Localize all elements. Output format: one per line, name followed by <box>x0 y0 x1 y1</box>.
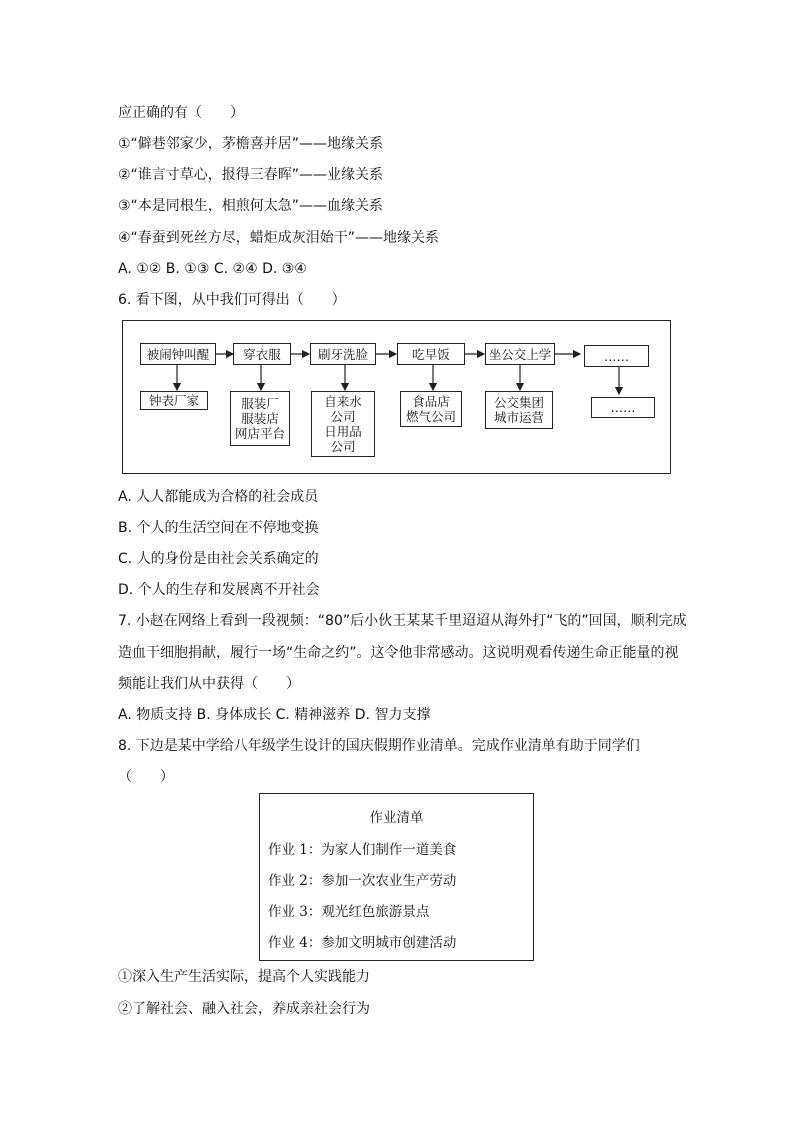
clothing-line-1: 服装厂 <box>241 396 279 411</box>
utilities-line-1: 自来水 <box>324 394 362 409</box>
node-utilities <box>311 391 375 457</box>
utilities-line-4: 公司 <box>330 439 356 454</box>
q8-option-1: ①深入生产生活实际，提高个人实践能力 <box>118 969 370 985</box>
node-clock-factory: 钟表厂家 <box>140 391 208 410</box>
node-dress: 穿衣服 <box>233 343 291 365</box>
node-wash: 刷牙洗脸 <box>310 343 376 365</box>
q6-option-b: B. 个人的生活空间在不停地变换 <box>118 520 319 536</box>
q6-flow-diagram <box>122 320 671 474</box>
q6-stem: 6. 看下图，从中我们可得出（ ） <box>118 292 346 308</box>
homework-list-box <box>259 793 534 961</box>
homework-list-title: 作业清单 <box>369 810 424 826</box>
q5-stem-tail: 应正确的有（ ） <box>118 105 244 121</box>
utilities-line-3: 日用品 <box>324 424 362 439</box>
food-line-2: 燃气公司 <box>405 409 456 424</box>
q5-option-2: ②“谁言寸草心，报得三春晖”——业缘关系 <box>118 167 384 183</box>
food-line-1: 食品店 <box>412 394 450 409</box>
q7-line-1: 7. 小赵在网络上看到一段视频：“80”后小伙王某某千里迢迢从海外打“飞的”回国，顺利完成 <box>118 613 687 629</box>
node-clothing <box>230 391 290 446</box>
homework-item-3: 作业 3：观光红色旅游景点 <box>268 904 430 920</box>
node-ellipsis-bottom: …… <box>591 397 655 418</box>
q6-option-a: A. 人人都能成为合格的社会成员 <box>118 489 319 505</box>
homework-item-1: 作业 1：为家人们制作一道美食 <box>268 842 457 858</box>
q5-option-1: ①“僻巷邻家少，茅檐喜并居”——地缘关系 <box>118 136 384 152</box>
q6-option-c: C. 人的身份是由社会关系确定的 <box>118 551 319 567</box>
clothing-line-3: 网店平台 <box>234 426 285 441</box>
node-bus: 坐公交上学 <box>485 343 555 365</box>
q5-choices: A. ①② B. ①③ C. ②④ D. ③④ <box>118 261 307 277</box>
q8-line-1: 8. 下边是某中学给八年级学生设计的国庆假期作业清单。完成作业清单有助于同学们 <box>118 738 640 754</box>
q5-option-3: ③“本是同根生，相煎何太急”——血缘关系 <box>118 198 384 214</box>
q6-option-d: D. 个人的生存和发展离不开社会 <box>118 582 320 598</box>
bus-line-2: 城市运营 <box>493 410 544 425</box>
node-bus-group <box>485 391 553 429</box>
q7-line-3: 频能让我们从中获得（ ） <box>118 676 300 692</box>
node-ellipsis-top: …… <box>584 345 649 367</box>
homework-item-2: 作业 2：参加一次农业生产劳动 <box>268 873 457 889</box>
q8-option-2: ②了解社会、融入社会，养成亲社会行为 <box>118 1001 370 1017</box>
node-wake-up: 被闹钟叫醒 <box>140 343 216 365</box>
q5-option-4: ④“春蚕到死丝方尽，蜡炬成灰泪始干”——地缘关系 <box>118 230 440 246</box>
utilities-line-2: 公司 <box>330 409 356 424</box>
clothing-line-2: 服装店 <box>241 411 279 426</box>
node-breakfast: 吃早饭 <box>397 343 465 365</box>
homework-item-4: 作业 4：参加文明城市创建活动 <box>268 935 457 951</box>
q7-choices: A. 物质支持 B. 身体成长 C. 精神滋养 D. 智力支撑 <box>118 707 431 723</box>
q7-line-2: 造血干细胞捐献，履行一场“生命之约”。这令他非常感动。这说明观看传递生命正能量的视 <box>118 645 679 661</box>
bus-line-1: 公交集团 <box>493 395 544 410</box>
q8-line-2: （ ） <box>118 769 174 785</box>
node-food-gas <box>400 391 462 427</box>
